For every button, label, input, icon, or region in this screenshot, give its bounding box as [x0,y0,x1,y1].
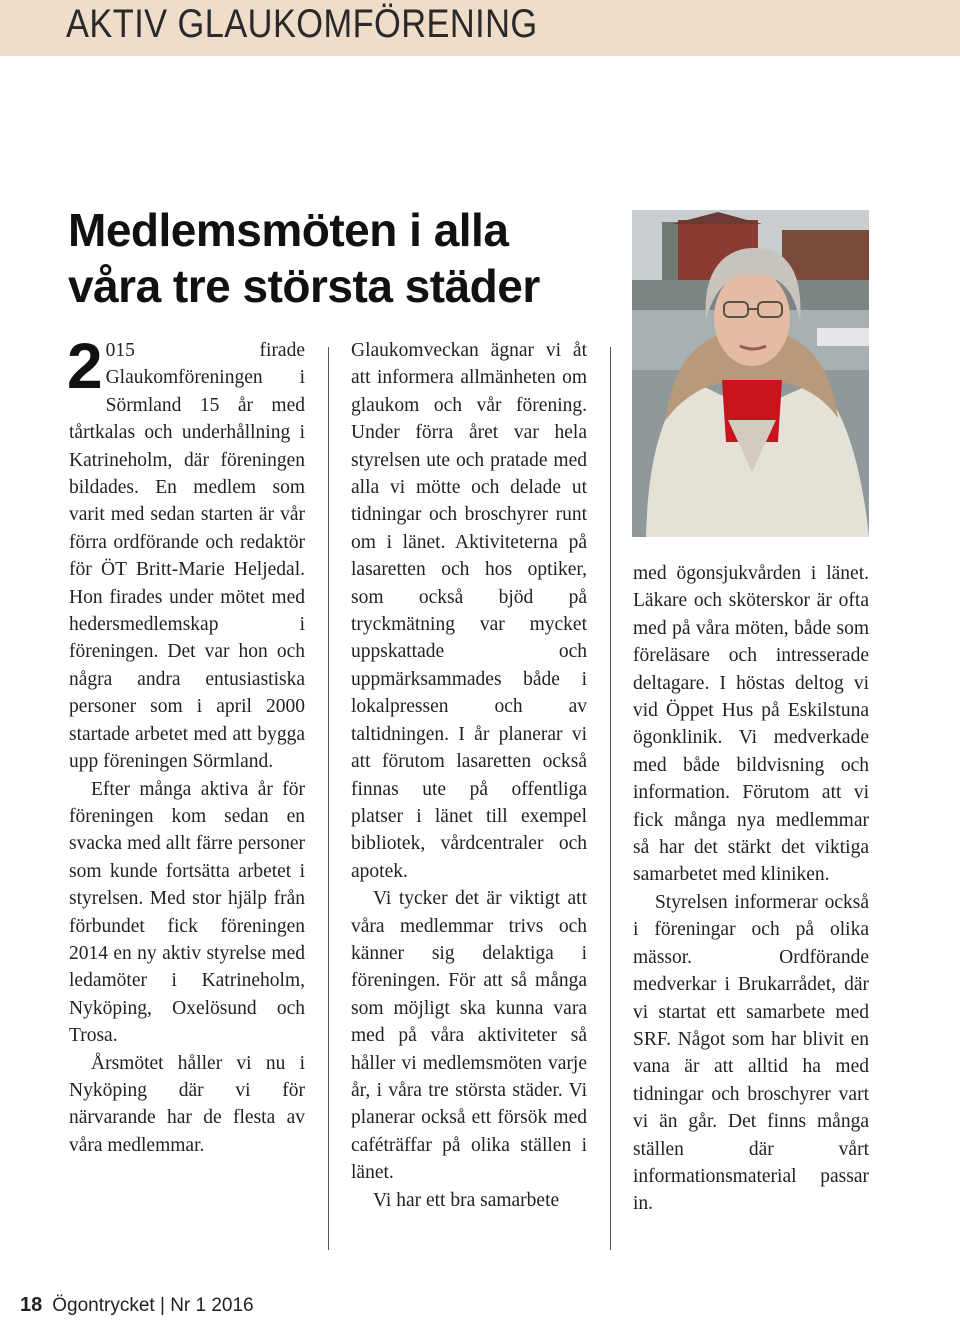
headline-line-1: Medlemsmöten i alla [68,204,509,256]
column-divider [610,347,611,1250]
article-column-1 [67,330,305,1159]
section-title: AKTIV GLAUKOMFÖRENING [66,2,538,46]
issue-label: Nr 1 2016 [170,1295,254,1316]
page-footer [20,1294,254,1317]
column-divider [328,347,329,1250]
headline-line-2: våra tre största städer [68,260,540,312]
paragraph: Glaukomveckan ägnar vi åt att informera allmänheten om glaukom och vår förening. Under förra året var hela styrelsen ute och pratade med alla vi mötte och delade ut tidningar och broschyrer runt om i länet. Aktiviteterna på lasaretten och hos optiker, som också bjöd på tryckmätning var mycket uppskattade och uppmärksammades både i lokalpressen och av taltidningen. I år planerar vi att förutom lasaretten också finnas ute på offentliga platser i länet till exempel bibliotek, vårdcentraler och apotek. [351,340,587,882]
paragraph-text: 015 firade Glaukomföreningen i Sörmland 15 år med tårtkalas och underhållning i Katrineholm, där föreningen bildades. En medlem som varit med sedan starten är vår förra ordförande och redaktör för ÖT Britt-Marie Heljedal. Hon firades under mötet med hedersmedlemskap i föreningen. Det var hon och några andra entusiastiska personer som i april 2000 startade arbetet med att bygga upp föreningen Sörmland. [69,340,305,773]
drop-cap: 2 [67,330,103,402]
paragraph: Vi tycker det är viktigt att våra medlemmar trivs och känner sig delaktiga i föreningen. För att så många som möjligt ska kunna vara med på våra aktiviteter så håller vi medlemsmöten varje år, i våra tre största städer. Vi planerar också ett försök med caféträffar på olika ställen i länet. [351,888,587,1184]
paragraph: Årsmötet håller vi nu i Nyköping där vi för närvarande har de flesta av våra medlemmar. [69,1052,305,1156]
publication-name: Ögontrycket [52,1295,155,1316]
article-column-3 [633,560,869,1218]
footer-separator: | [159,1295,165,1316]
article-headline [68,202,628,314]
portrait-photo [632,210,869,537]
paragraph: Styrelsen informerar också i föreningar och på olika mässor. Ordförande medverkar i Brukarrådet, där vi startat ett samarbete med SRF. Något som har blivit en vana är att alltid ha med tidningar och broschyrer vart vi än går. Det finns många ställen där vårt informationsmaterial passar in. [633,891,869,1215]
page-number: 18 [20,1294,43,1316]
portrait-illustration [632,210,869,537]
paragraph: med ögonsjukvården i länet. Läkare och sköterskor är ofta med på våra möten, både som föreläsare och intresserade deltagare. I höstas deltog vi vid Öppet Hus på Eskilstuna ögonklinik. Vi medverkade med både bildvisning och information. Förutom att vi fick många nya medlemmar så har det stärkt det viktiga samarbetet med kliniken. [633,563,869,886]
paragraph: Efter många aktiva år för föreningen kom sedan en svacka med allt färre personer som kunde fortsätta arbetet i styrelsen. Med stor hjälp från förbundet fick föreningen 2014 en ny aktiv styrelse med ledamöter i Katrineholm, Nyköping, Oxelösund och Trosa. [69,778,305,1047]
paragraph [67,330,305,776]
article-column-2 [351,337,587,1214]
paragraph: Vi har ett bra samarbete [373,1189,560,1211]
